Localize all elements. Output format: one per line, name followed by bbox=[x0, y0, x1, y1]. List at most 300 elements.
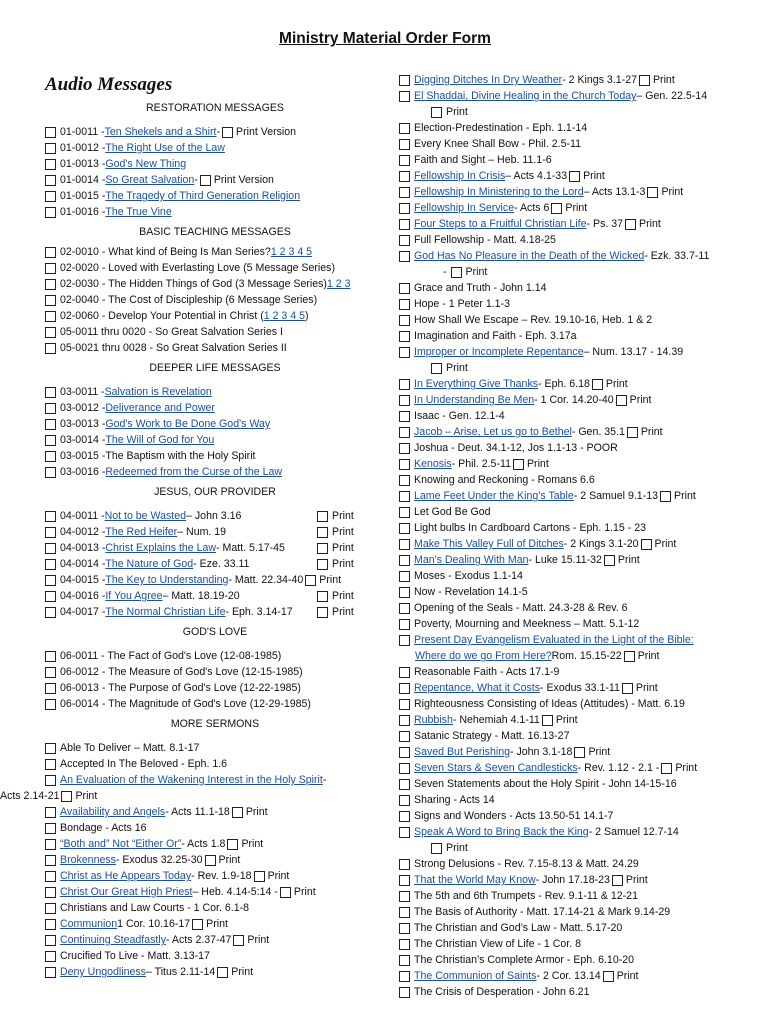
list-item: 03-0016 - Redeemed from the Curse of the Law bbox=[45, 464, 385, 480]
message-link[interactable]: Improper or Incomplete Repentance bbox=[414, 346, 584, 358]
message-link[interactable]: The Will of God for You bbox=[105, 434, 215, 446]
message-link[interactable]: The Key to Understanding bbox=[105, 574, 229, 586]
print-checkbox[interactable] bbox=[233, 935, 244, 946]
checkbox[interactable] bbox=[399, 123, 410, 134]
list-item: Man's Dealing With Man - Luke 15.11-32 Print bbox=[399, 552, 744, 568]
print-checkbox[interactable] bbox=[604, 555, 615, 566]
list-item: Satanic Strategy - Matt. 16.13-27 bbox=[399, 728, 744, 744]
checkbox[interactable] bbox=[45, 191, 56, 202]
message-link[interactable]: So Great Salvation bbox=[105, 174, 195, 186]
list-item: Fellowship In Ministering to the Lord – Acts 13.1-3 Print bbox=[399, 184, 744, 200]
checkbox[interactable] bbox=[399, 635, 410, 646]
checkbox[interactable] bbox=[399, 347, 410, 358]
message-link[interactable]: Present Day Evangelism Evaluated in the Light of the Bible: bbox=[414, 634, 694, 646]
message-link[interactable]: Kenosis bbox=[414, 458, 452, 470]
print-checkbox[interactable] bbox=[603, 971, 614, 982]
restoration-heading: RESTORATION MESSAGES bbox=[146, 102, 284, 114]
list-item: The Christian’s Complete Armor - Eph. 6.10-20 bbox=[399, 952, 744, 968]
list-item: Isaac - Gen. 12.1-4 bbox=[399, 408, 744, 424]
list-item: 05-0021 thru 0028 - So Great Salvation Series II bbox=[45, 340, 385, 356]
checkbox[interactable] bbox=[399, 747, 410, 758]
list-item: Opening of the Seals - Matt. 24.3-28 & Rev. 6 bbox=[399, 600, 744, 616]
message-link[interactable]: Make This Valley Full of Ditches bbox=[414, 538, 564, 550]
message-link[interactable]: Christ as He Appears Today bbox=[60, 870, 192, 882]
checkbox[interactable] bbox=[399, 571, 410, 582]
checkbox[interactable] bbox=[45, 387, 56, 398]
list-item: 04-0015 - The Key to Understanding - Matt. 22.34-40 Print bbox=[45, 572, 385, 588]
list-item: God Has No Pleasure in the Death of the Wicked - Ezk. 33.7-11 bbox=[399, 248, 744, 264]
checkbox[interactable] bbox=[399, 75, 410, 86]
print-checkbox[interactable] bbox=[232, 807, 243, 818]
checkbox[interactable] bbox=[399, 955, 410, 966]
list-item-continuation: Print bbox=[399, 360, 744, 376]
checkbox[interactable] bbox=[399, 315, 410, 326]
checkbox[interactable] bbox=[45, 683, 56, 694]
checkbox[interactable] bbox=[45, 699, 56, 710]
message-link[interactable]: Jacob – Arise, Let us go to Bethel bbox=[414, 426, 572, 438]
print-checkbox[interactable] bbox=[639, 75, 650, 86]
list-item: Grace and Truth - John 1.14 bbox=[399, 280, 744, 296]
checkbox[interactable] bbox=[399, 251, 410, 262]
message-link[interactable]: Not to be Wasted bbox=[104, 510, 187, 522]
list-item: 06-0012 - The Measure of God's Love (12-15-1985) bbox=[45, 664, 385, 680]
message-link[interactable]: An Evaluation of the Wakening Interest in the Holy Spirit bbox=[60, 774, 323, 786]
message-link[interactable]: God Has No Pleasure in the Death of the Wicked bbox=[414, 250, 645, 262]
list-item: Hope - 1 Peter 1.1-3 bbox=[399, 296, 744, 312]
message-link[interactable]: Ten Shekels and a Shirt bbox=[104, 126, 217, 138]
print-checkbox[interactable] bbox=[660, 491, 671, 502]
message-link[interactable]: The Nature of God bbox=[105, 558, 194, 570]
checkbox[interactable] bbox=[45, 343, 56, 354]
checkbox[interactable] bbox=[399, 619, 410, 630]
print-checkbox[interactable] bbox=[542, 715, 553, 726]
list-item: Improper or Incomplete Repentance – Num. 13.17 - 14.39 bbox=[399, 344, 744, 360]
checkbox[interactable] bbox=[45, 967, 56, 978]
print-checkbox[interactable] bbox=[431, 363, 442, 374]
list-item: An Evaluation of the Wakening Interest in the Holy Spirit - bbox=[45, 772, 385, 788]
print-checkbox[interactable] bbox=[217, 967, 228, 978]
list-item: 01-0012 - The Right Use of the Law bbox=[45, 140, 385, 156]
checkbox[interactable] bbox=[45, 575, 56, 586]
message-link[interactable]: God's Work to Be Done God's Way bbox=[105, 418, 271, 430]
checkbox[interactable] bbox=[45, 247, 56, 258]
print-checkbox[interactable] bbox=[592, 379, 603, 390]
list-item: “Both and” Not “Either Or” - Acts 1.8 Print bbox=[45, 836, 385, 852]
list-item: Christ Our Great High Priest – Heb. 4.14-5:14 - Print bbox=[45, 884, 385, 900]
part-links[interactable]: 1 2 3 bbox=[326, 278, 351, 290]
list-item: The Christian and God’s Law - Matt. 5.17-20 bbox=[399, 920, 744, 936]
list-item: Moses - Exodus 1.1-14 bbox=[399, 568, 744, 584]
form-title: Ministry Material Order Form bbox=[279, 30, 491, 47]
list-item-continuation: - Print bbox=[443, 266, 488, 278]
list-item: 03-0011 - Salvation is Revelation bbox=[45, 384, 385, 400]
list-item: The 5th and 6th Trumpets - Rev. 9.1-11 & 12-21 bbox=[399, 888, 744, 904]
list-item: Christ as He Appears Today - Rev. 1.9-18 Print bbox=[45, 868, 385, 884]
checkbox[interactable] bbox=[399, 443, 410, 454]
list-item: 03-0014 - The Will of God for You bbox=[45, 432, 385, 448]
checkbox[interactable] bbox=[399, 539, 410, 550]
list-item: In Understanding Be Men - 1 Cor. 14.20-40 Print bbox=[399, 392, 744, 408]
list-item: 05-0011 thru 0020 - So Great Salvation Series I bbox=[45, 324, 385, 340]
list-item: Crucified To Live - Matt. 3.13-17 bbox=[45, 948, 385, 964]
print-checkbox[interactable] bbox=[569, 171, 580, 182]
list-item: In Everything Give Thanks - Eph. 6.18 Print bbox=[399, 376, 744, 392]
checkbox[interactable] bbox=[45, 143, 56, 154]
print-checkbox[interactable] bbox=[616, 395, 627, 406]
right-column bbox=[399, 72, 744, 1000]
print-checkbox[interactable] bbox=[661, 763, 672, 774]
checkbox[interactable] bbox=[45, 887, 56, 898]
list-item: Rubbish - Nehemiah 4.1-11 Print bbox=[399, 712, 744, 728]
list-item: 03-0013 - God's Work to Be Done God's Way bbox=[45, 416, 385, 432]
checkbox[interactable] bbox=[45, 951, 56, 962]
list-item: 01-0014 - So Great Salvation - Print Version bbox=[45, 172, 385, 188]
print-checkbox[interactable] bbox=[317, 607, 328, 618]
list-item: Availability and Angels - Acts 11.1-18 Print bbox=[45, 804, 385, 820]
message-link[interactable]: The Normal Christian Life bbox=[105, 606, 226, 618]
print-checkbox[interactable] bbox=[431, 107, 442, 118]
checkbox[interactable] bbox=[45, 667, 56, 678]
print-checkbox[interactable] bbox=[513, 459, 524, 470]
gods-love-heading: GOD'S LOVE bbox=[182, 626, 248, 638]
list-item: 02-0020 - Loved with Everlasting Love (5 Message Series) bbox=[45, 260, 385, 276]
list-item-continuation: Acts 2.14-21 Print bbox=[0, 790, 98, 802]
list-item: Every Knee Shall Bow - Phil. 2.5-11 bbox=[399, 136, 744, 152]
print-checkbox[interactable] bbox=[305, 575, 316, 586]
checkbox[interactable] bbox=[45, 451, 56, 462]
list-item: Faith and Sight – Heb. 11.1-6 bbox=[399, 152, 744, 168]
print-checkbox[interactable] bbox=[612, 875, 623, 886]
message-link[interactable]: In Everything Give Thanks bbox=[414, 378, 539, 390]
list-item: 06-0011 - The Fact of God's Love (12-08-1985) bbox=[45, 648, 385, 664]
list-item: Brokenness - Exodus 32.25-30 Print bbox=[45, 852, 385, 868]
checkbox[interactable] bbox=[399, 779, 410, 790]
print-checkbox[interactable] bbox=[317, 543, 328, 554]
list-item: Fellowship In Service - Acts 6 Print bbox=[399, 200, 744, 216]
message-link[interactable]: Repentance, What it Costs bbox=[414, 682, 541, 694]
list-item: Strong Delusions - Rev. 7.15-8.13 & Matt. 24.29 bbox=[399, 856, 744, 872]
checkbox[interactable] bbox=[45, 527, 56, 538]
print-checkbox[interactable] bbox=[627, 427, 638, 438]
list-item: El Shaddai, Divine Healing in the Church Today – Gen. 22.5-14 bbox=[399, 88, 744, 104]
list-item: Now - Revelation 14.1-5 bbox=[399, 584, 744, 600]
checkbox[interactable] bbox=[399, 715, 410, 726]
checkbox[interactable] bbox=[399, 859, 410, 870]
list-item: 04-0016 - If You Agree – Matt. 18.19-20 Print bbox=[45, 588, 385, 604]
checkbox[interactable] bbox=[399, 283, 410, 294]
checkbox[interactable] bbox=[399, 667, 410, 678]
list-item: Accepted In The Beloved - Eph. 1.6 bbox=[45, 756, 385, 772]
checkbox[interactable] bbox=[45, 591, 56, 602]
print-checkbox[interactable] bbox=[641, 539, 652, 550]
list-item: 01-0013 - God's New Thing bbox=[45, 156, 385, 172]
list-item: Full Fellowship - Matt. 4.18-25 bbox=[399, 232, 744, 248]
checkbox[interactable] bbox=[399, 587, 410, 598]
list-item: How Shall We Escape – Rev. 19.10-16, Heb. 1 & 2 bbox=[399, 312, 744, 328]
list-item: 04-0011 - Not to be Wasted – John 3.16 Print bbox=[45, 508, 385, 524]
checkbox[interactable] bbox=[45, 159, 56, 170]
list-item: Signs and Wonders - Acts 13.50-51 14.1-7 bbox=[399, 808, 744, 824]
list-item: Seven Stars & Seven Candlesticks - Rev. 1.12 - 2.1 - Print bbox=[399, 760, 744, 776]
checkbox[interactable] bbox=[45, 759, 56, 770]
checkbox[interactable] bbox=[399, 907, 410, 918]
checkbox[interactable] bbox=[45, 403, 56, 414]
message-link[interactable]: The True Vine bbox=[105, 206, 172, 218]
checkbox[interactable] bbox=[399, 923, 410, 934]
message-link[interactable]: The Red Heifer bbox=[105, 526, 178, 538]
list-item: 03-0012 - Deliverance and Power bbox=[45, 400, 385, 416]
checkbox[interactable] bbox=[399, 331, 410, 342]
list-item: 01-0016 - The True Vine bbox=[45, 204, 385, 220]
print-checkbox[interactable] bbox=[551, 203, 562, 214]
list-item: Seven Statements about the Holy Spirit - John 14-15-16 bbox=[399, 776, 744, 792]
list-item: Digging Ditches In Dry Weather - 2 Kings 3.1-27 Print bbox=[399, 72, 744, 88]
message-link[interactable]: Redeemed from the Curse of the Law bbox=[105, 466, 283, 478]
list-item-continuation: Where do we go From Here? Rom. 15.15-22 Print bbox=[415, 650, 660, 662]
checkbox[interactable] bbox=[399, 427, 410, 438]
message-link[interactable]: Fellowship In Service bbox=[414, 202, 515, 214]
list-item: 06-0014 - The Magnitude of God's Love (12-29-1985) bbox=[45, 696, 385, 712]
checkbox[interactable] bbox=[399, 171, 410, 182]
checkbox[interactable] bbox=[399, 235, 410, 246]
message-link[interactable]: Salvation is Revelation bbox=[104, 386, 212, 398]
checkbox[interactable] bbox=[45, 311, 56, 322]
checkbox[interactable] bbox=[45, 919, 56, 930]
list-item: That the World May Know - John 17.18-23 Print bbox=[399, 872, 744, 888]
print-checkbox[interactable] bbox=[624, 651, 635, 662]
message-link[interactable]: Christ Our Great High Priest bbox=[60, 886, 193, 898]
message-link[interactable]: Digging Ditches In Dry Weather bbox=[414, 74, 563, 86]
message-link[interactable]: Availability and Angels bbox=[60, 806, 166, 818]
message-link[interactable]: Brokenness bbox=[60, 854, 116, 866]
checkbox[interactable] bbox=[45, 839, 56, 850]
message-link[interactable]: Saved But Perishing bbox=[414, 746, 510, 758]
checkbox[interactable] bbox=[45, 295, 56, 306]
print-checkbox[interactable] bbox=[317, 527, 328, 538]
list-item: The Communion of Saints - 2 Cor. 13.14 Print bbox=[399, 968, 744, 984]
list-item: Able To Deliver – Matt. 8.1-17 bbox=[45, 740, 385, 756]
print-checkbox[interactable] bbox=[574, 747, 585, 758]
checkbox[interactable] bbox=[45, 327, 56, 338]
list-item: 04-0017 - The Normal Christian Life - Eph. 3.14-17 Print bbox=[45, 604, 385, 620]
list-item: Joshua - Deut. 34.1-12, Jos 1.1-13 - POOR bbox=[399, 440, 744, 456]
message-link[interactable]: Deny Ungodliness bbox=[60, 966, 146, 978]
list-item: 02-0060 - Develop Your Potential in Christ ( 1 2 3 4 5 ) bbox=[45, 308, 385, 324]
checkbox[interactable] bbox=[399, 683, 410, 694]
checkbox[interactable] bbox=[45, 511, 56, 522]
list-item: 04-0012 - The Red Heifer – Num. 19 Print bbox=[45, 524, 385, 540]
print-checkbox[interactable] bbox=[280, 887, 291, 898]
checkbox[interactable] bbox=[399, 603, 410, 614]
checkbox[interactable] bbox=[45, 263, 56, 274]
list-item: Speak A Word to Bring Back the King - 2 Samuel 12.7-14 bbox=[399, 824, 744, 840]
list-item: Jacob – Arise, Let us go to Bethel - Gen. 35.1 Print bbox=[399, 424, 744, 440]
message-link[interactable]: Man's Dealing With Man bbox=[414, 554, 529, 566]
checkbox[interactable] bbox=[399, 507, 410, 518]
list-item: Kenosis - Phil. 2.5-11 Print bbox=[399, 456, 744, 472]
checkbox[interactable] bbox=[399, 395, 410, 406]
checkbox[interactable] bbox=[399, 699, 410, 710]
list-item: 01-0015 - The Tragedy of Third Generation Religion bbox=[45, 188, 385, 204]
checkbox[interactable] bbox=[399, 139, 410, 150]
checkbox[interactable] bbox=[399, 987, 410, 998]
list-item: The Christian View of Life - 1 Cor. 8 bbox=[399, 936, 744, 952]
checkbox[interactable] bbox=[399, 91, 410, 102]
print-checkbox[interactable] bbox=[200, 175, 211, 186]
checkbox[interactable] bbox=[399, 379, 410, 390]
print-checkbox[interactable] bbox=[227, 839, 238, 850]
checkbox[interactable] bbox=[45, 807, 56, 818]
message-link[interactable]: “Both and” Not “Either Or” bbox=[60, 838, 182, 850]
message-link[interactable]: Christ Explains the Law bbox=[105, 542, 217, 554]
message-link[interactable]: The Communion of Saints bbox=[414, 970, 537, 982]
checkbox[interactable] bbox=[45, 127, 56, 138]
list-item: Imagination and Faith - Eph. 3.17a bbox=[399, 328, 744, 344]
message-link[interactable]: The Tragedy of Third Generation Religion bbox=[105, 190, 301, 202]
checkbox[interactable] bbox=[399, 827, 410, 838]
checkbox[interactable] bbox=[399, 187, 410, 198]
list-item: Saved But Perishing - John 3.1-18 Print bbox=[399, 744, 744, 760]
message-link[interactable]: Fellowship In Crisis bbox=[414, 170, 506, 182]
list-item: 04-0013 - Christ Explains the Law - Matt. 5.17-45 Print bbox=[45, 540, 385, 556]
checkbox[interactable] bbox=[399, 459, 410, 470]
list-item-continuation: Print bbox=[399, 104, 744, 120]
checkbox[interactable] bbox=[399, 203, 410, 214]
message-link[interactable]: Communion bbox=[60, 918, 118, 930]
list-item: Knowing and Reckoning - Romans 6.6 bbox=[399, 472, 744, 488]
checkbox[interactable] bbox=[45, 855, 56, 866]
message-link[interactable]: Where do we go From Here? bbox=[415, 650, 552, 662]
checkbox[interactable] bbox=[45, 543, 56, 554]
message-link[interactable]: In Understanding Be Men bbox=[414, 394, 535, 406]
checkbox[interactable] bbox=[399, 299, 410, 310]
checkbox[interactable] bbox=[45, 419, 56, 430]
print-checkbox[interactable] bbox=[317, 511, 328, 522]
list-item: Poverty, Mourning and Meekness – Matt. 5.1-12 bbox=[399, 616, 744, 632]
print-checkbox[interactable] bbox=[622, 683, 633, 694]
list-item: Let God Be God bbox=[399, 504, 744, 520]
checkbox[interactable] bbox=[45, 435, 56, 446]
list-item: 03-0015 - The Baptism with the Holy Spirit bbox=[45, 448, 385, 464]
print-checkbox[interactable] bbox=[192, 919, 203, 930]
print-checkbox[interactable] bbox=[205, 855, 216, 866]
print-checkbox[interactable] bbox=[451, 267, 462, 278]
message-link[interactable]: Speak A Word to Bring Back the King bbox=[414, 826, 589, 838]
print-checkbox[interactable] bbox=[222, 127, 233, 138]
list-item: 02-0010 - What kind of Being Is Man Series? 1 2 3 4 5 bbox=[45, 244, 385, 260]
list-item: Make This Valley Full of Ditches - 2 Kings 3.1-20 Print bbox=[399, 536, 744, 552]
checkbox[interactable] bbox=[399, 731, 410, 742]
message-link[interactable]: El Shaddai, Divine Healing in the Church Today bbox=[414, 90, 637, 102]
checkbox[interactable] bbox=[399, 523, 410, 534]
checkbox[interactable] bbox=[399, 555, 410, 566]
list-item: The Crisis of Desperation - John 6.21 bbox=[399, 984, 744, 1000]
checkbox[interactable] bbox=[45, 175, 56, 186]
print-checkbox[interactable] bbox=[254, 871, 265, 882]
checkbox[interactable] bbox=[399, 971, 410, 982]
audio-messages-heading: Audio Messages bbox=[45, 74, 173, 95]
list-item: Continuing Steadfastly - Acts 2.37-47 Print bbox=[45, 932, 385, 948]
checkbox[interactable] bbox=[45, 651, 56, 662]
print-checkbox[interactable] bbox=[431, 843, 442, 854]
checkbox[interactable] bbox=[399, 763, 410, 774]
checkbox[interactable] bbox=[45, 559, 56, 570]
list-item bbox=[399, 632, 744, 648]
provider-heading: JESUS, OUR PROVIDER bbox=[154, 486, 276, 498]
part-links[interactable]: 1 2 3 4 5 bbox=[270, 246, 313, 258]
list-item: Righteousness Consisting of Ideas (Attitudes) - Matt. 6.19 bbox=[399, 696, 744, 712]
list-item: Communion 1 Cor. 10.16-17 Print bbox=[45, 916, 385, 932]
checkbox[interactable] bbox=[45, 935, 56, 946]
checkbox[interactable] bbox=[399, 491, 410, 502]
checkbox[interactable] bbox=[45, 279, 56, 290]
message-link[interactable]: Lame Feet Under the King’s Table bbox=[414, 490, 574, 502]
checkbox[interactable] bbox=[399, 219, 410, 230]
list-item: 04-0014 - The Nature of God - Eze. 33.11 Print bbox=[45, 556, 385, 572]
checkbox[interactable] bbox=[45, 871, 56, 882]
message-link[interactable]: Rubbish bbox=[414, 714, 453, 726]
checkbox[interactable] bbox=[399, 811, 410, 822]
print-checkbox[interactable] bbox=[647, 187, 658, 198]
checkbox[interactable] bbox=[45, 903, 56, 914]
list-item: Sharing - Acts 14 bbox=[399, 792, 744, 808]
list-item: Light bulbs In Cardboard Cartons - Eph. 1.15 - 23 bbox=[399, 520, 744, 536]
checkbox[interactable] bbox=[45, 607, 56, 618]
part-links[interactable]: 1 2 3 4 5 bbox=[263, 310, 305, 322]
message-link[interactable]: Seven Stars & Seven Candlesticks bbox=[414, 762, 578, 774]
list-item: 02-0040 - The Cost of Discipleship (6 Message Series) bbox=[45, 292, 385, 308]
basic-heading: BASIC TEACHING MESSAGES bbox=[139, 226, 291, 238]
deeper-heading: DEEPER LIFE MESSAGES bbox=[149, 362, 281, 374]
message-link[interactable]: That the World May Know bbox=[414, 874, 536, 886]
list-item: Bondage - Acts 16 bbox=[45, 820, 385, 836]
print-checkbox[interactable] bbox=[317, 559, 328, 570]
left-column bbox=[0, 100, 385, 980]
checkbox[interactable] bbox=[399, 411, 410, 422]
checkbox[interactable] bbox=[45, 823, 56, 834]
list-item: Repentance, What it Costs - Exodus 33.1-11 Print bbox=[399, 680, 744, 696]
checkbox[interactable] bbox=[399, 155, 410, 166]
checkbox[interactable] bbox=[45, 743, 56, 754]
print-checkbox[interactable] bbox=[61, 791, 72, 802]
list-item: Lame Feet Under the King’s Table - 2 Samuel 9.1-13 Print bbox=[399, 488, 744, 504]
checkbox[interactable] bbox=[45, 467, 56, 478]
list-item: The Basis of Authority - Matt. 17.14-21 & Mark 9.14-29 bbox=[399, 904, 744, 920]
message-link[interactable]: Fellowship In Ministering to the Lord bbox=[414, 186, 584, 198]
list-item: Reasonable Faith - Acts 17.1-9 bbox=[399, 664, 744, 680]
list-item: 01-0011 - Ten Shekels and a Shirt - Print Version bbox=[45, 124, 385, 140]
message-link[interactable]: The Right Use of the Law bbox=[105, 142, 225, 154]
checkbox[interactable] bbox=[399, 475, 410, 486]
message-link[interactable]: Four Steps to a Fruitful Christian Life bbox=[414, 218, 587, 230]
checkbox[interactable] bbox=[45, 775, 56, 786]
checkbox[interactable] bbox=[399, 875, 410, 886]
checkbox[interactable] bbox=[399, 939, 410, 950]
checkbox[interactable] bbox=[45, 207, 56, 218]
message-link[interactable]: Continuing Steadfastly bbox=[60, 934, 167, 946]
checkbox[interactable] bbox=[399, 891, 410, 902]
message-link[interactable]: If You Agree bbox=[105, 590, 163, 602]
list-item: Election-Predestination - Eph. 1.1-14 bbox=[399, 120, 744, 136]
message-link[interactable]: God's New Thing bbox=[105, 158, 187, 170]
list-item-continuation: Print bbox=[399, 840, 744, 856]
print-checkbox[interactable] bbox=[625, 219, 636, 230]
checkbox[interactable] bbox=[399, 795, 410, 806]
list-item: Christians and Law Courts - 1 Cor. 6.1-8 bbox=[45, 900, 385, 916]
message-link[interactable]: Deliverance and Power bbox=[105, 402, 215, 414]
print-checkbox[interactable] bbox=[317, 591, 328, 602]
list-item: Four Steps to a Fruitful Christian Life - Ps. 37 Print bbox=[399, 216, 744, 232]
